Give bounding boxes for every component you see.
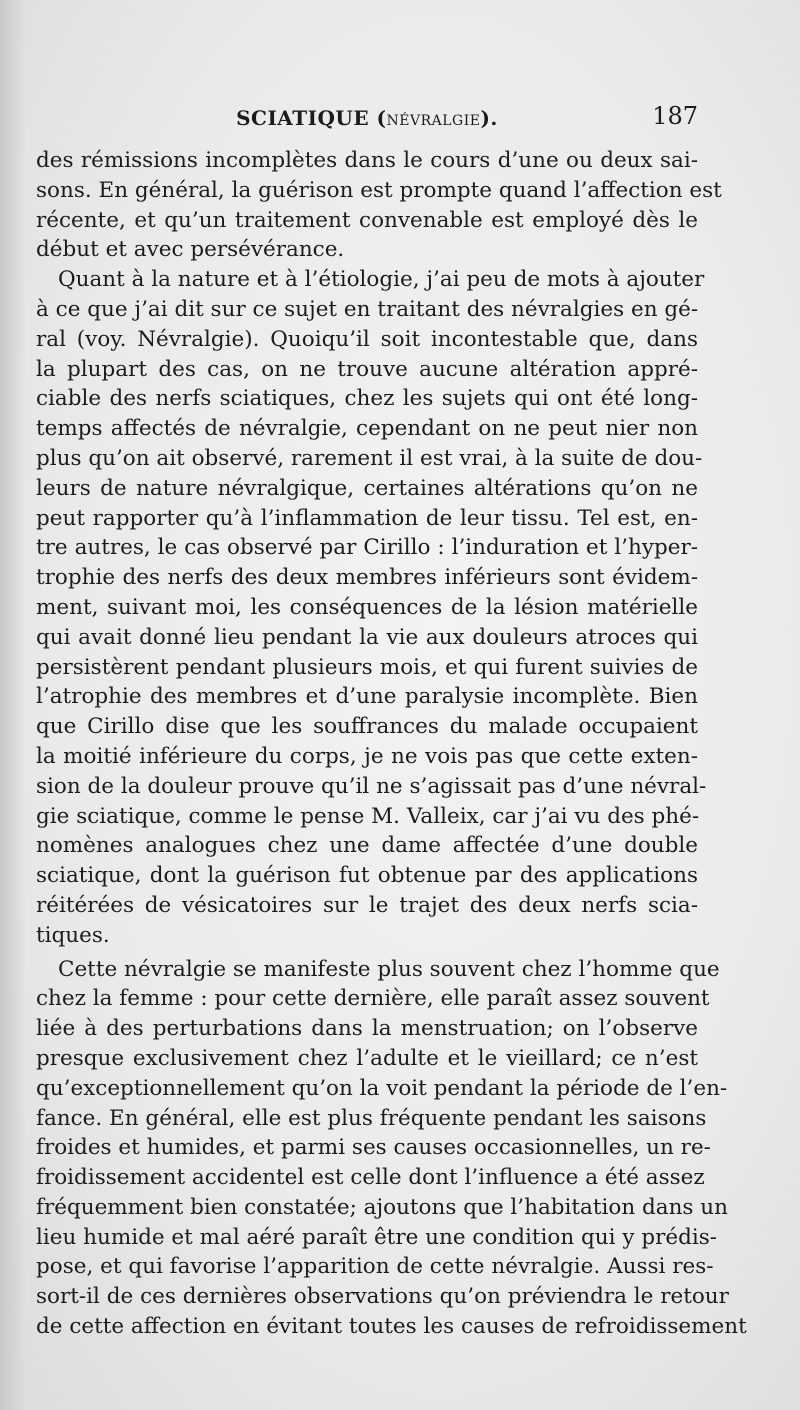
text-line: chez la femme : pour cette dernière, elle paraît assez souvent bbox=[36, 986, 710, 1012]
page-number: 187 bbox=[652, 102, 698, 130]
text-line: la moitié inférieure du corps, je ne vois pas que cette exten- bbox=[36, 743, 698, 769]
text-line: la plupart des cas, on ne trouve aucune altération appré- bbox=[36, 356, 698, 382]
page-header bbox=[36, 102, 698, 134]
text-line: liée à des perturbations dans la menstruation; on l’observe bbox=[36, 1016, 698, 1042]
text-line: pose, et qui favorise l’apparition de cette névralgie. Aussi res- bbox=[36, 1254, 714, 1280]
text-line: leurs de nature névralgique, certaines altérations qu’on ne bbox=[36, 475, 698, 501]
text-line: réitérées de vésicatoires sur le trajet des deux nerfs scia- bbox=[36, 892, 698, 918]
text-line: ral (voy. Névralgie). Quoiqu’il soit incontestable que, dans bbox=[36, 326, 698, 352]
text-line: ment, suivant moi, les conséquences de la lésion matérielle bbox=[36, 594, 698, 620]
text-line: que Cirillo dise que les souffrances du malade occupaient bbox=[36, 714, 698, 740]
text-line: de cette affection en évitant toutes les causes de refroidissement bbox=[36, 1314, 747, 1340]
text-line: sciatique, dont la guérison fut obtenue par des applications bbox=[36, 863, 698, 889]
text-line: tiques. bbox=[36, 922, 110, 948]
text-line: fréquemment bien constatée; ajoutons que l’habitation dans un bbox=[36, 1194, 728, 1220]
running-title-end: ). bbox=[480, 106, 498, 130]
text-line: tre autres, le cas observé par Cirillo : l’induration et l’hyper- bbox=[36, 535, 698, 561]
text-line: à ce que j’ai dit sur ce sujet en traitant des névralgies en gé- bbox=[36, 296, 699, 322]
running-title bbox=[36, 106, 698, 130]
text-line: presque exclusivement chez l’adulte et le vieillard; ce n’est bbox=[36, 1045, 698, 1071]
text-line: qui avait donné lieu pendant la vie aux douleurs atroces qui bbox=[36, 624, 698, 650]
text-line: sort-il de ces dernières observations qu’on préviendra le retour bbox=[36, 1284, 729, 1310]
text-line: plus qu’on ait observé, rarement il est vrai, à la suite de dou- bbox=[36, 445, 703, 471]
text-line: fance. En général, elle est plus fréquente pendant les saisons bbox=[36, 1105, 707, 1131]
text-line: des rémissions incomplètes dans le cours d’une ou deux sai- bbox=[36, 148, 698, 173]
text-line: froides et humides, et parmi ses causes occasionnelles, un re- bbox=[36, 1135, 711, 1161]
text-line: gie sciatique, comme le pense M. Valleix, car j’ai vu des phé- bbox=[36, 803, 700, 829]
text-line: Cette névralgie se manifeste plus souvent chez l’homme que bbox=[58, 956, 720, 982]
text-line: persistèrent pendant plusieurs mois, et qui furent suivies de bbox=[36, 654, 698, 680]
text-line: sion de la douleur prouve qu’il ne s’agissait pas d’une névral- bbox=[36, 773, 707, 799]
text-line: trophie des nerfs des deux membres inférieurs sont évidem- bbox=[36, 565, 698, 591]
text-line: ciable des nerfs sciatiques, chez les sujets qui ont été long- bbox=[36, 386, 698, 412]
text-line: nomènes analogues chez une dame affectée d’une double bbox=[36, 833, 698, 859]
binding-shadow bbox=[0, 0, 26, 1410]
text-line: qu’exceptionnellement qu’on la voit pendant la période de l’en- bbox=[36, 1075, 728, 1101]
text-line: froidissement accidentel est celle dont l’influence a été assez bbox=[36, 1165, 705, 1191]
text-line: sons. En général, la guérison est prompte quand l’affection est bbox=[36, 177, 722, 203]
text-line: récente, et qu’un traitement convenable est employé dès le bbox=[36, 207, 698, 233]
running-title-main: SCIATIQUE ( bbox=[236, 106, 387, 130]
text-line: Quant à la nature et à l’étiologie, j’ai peu de mots à ajouter bbox=[58, 267, 705, 293]
text-line: l’atrophie des membres et d’une paralysie incomplète. Bien bbox=[36, 684, 698, 710]
text-line: début et avec persévérance. bbox=[36, 237, 345, 263]
body-text bbox=[36, 146, 747, 1342]
text-line: peut rapporter qu’à l’inflammation de leur tissu. Tel est, en- bbox=[36, 505, 698, 531]
text-line: lieu humide et mal aéré paraît être une condition qui y prédis- bbox=[36, 1224, 718, 1250]
running-title-smallcaps: névralgie bbox=[386, 106, 481, 130]
text-line: temps affectés de névralgie, cependant on ne peut nier non bbox=[36, 416, 698, 442]
